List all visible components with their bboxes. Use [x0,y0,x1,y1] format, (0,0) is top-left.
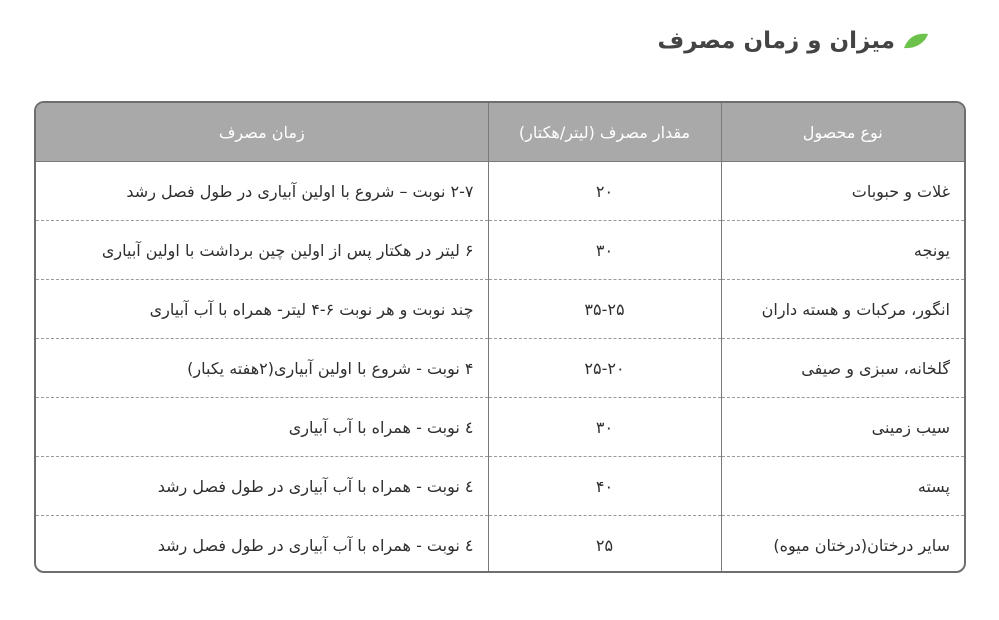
cell-amount: ۳۰ [488,398,721,457]
table-row [36,457,964,516]
header-amount: مقدار مصرف (لیتر/هکتار) [488,103,721,162]
table-row [36,221,964,280]
cell-amount: ۲۵ [488,516,721,574]
table-row [36,339,964,398]
cell-crop: سیب زمینی [721,398,964,457]
header-crop: نوع محصول [721,103,964,162]
cell-crop: انگور، مرکبات و هسته داران [721,280,964,339]
table-row [36,398,964,457]
cell-time: ٤ نوبت - همراه با آب آبیاری [36,398,488,457]
page-title-block [658,28,929,54]
cell-time: ۶ لیتر در هکتار پس از اولین چین برداشت با اولین آبیاری [36,221,488,280]
header-time: زمان مصرف [36,103,488,162]
cell-time: چند نوبت و هر نوبت ۶-۴ لیتر- همراه با آب آبیاری [36,280,488,339]
cell-time: ۴ نوبت - شروع با اولین آبیاری(۲هفته یکبار) [36,339,488,398]
cell-amount: ۲۰ [488,162,721,221]
page-title: میزان و زمان مصرف [657,28,895,54]
leaf-icon [903,33,929,49]
cell-crop: یونجه [721,221,964,280]
cell-crop: سایر درختان(درختان میوه) [721,516,964,574]
cell-crop: غلات و حبوبات [721,162,964,221]
cell-crop: پسته [721,457,964,516]
cell-time: ۲-۷ نوبت – شروع با اولین آبیاری در طول فصل رشد [36,162,488,221]
table-row [36,280,964,339]
table-row [36,162,964,221]
table-header-row [36,103,964,162]
usage-table [34,101,966,573]
cell-time: ٤ نوبت - همراه با آب آبیاری در طول فصل رشد [36,457,488,516]
table-row [36,516,964,574]
cell-crop: گلخانه، سبزی و صیفی [721,339,964,398]
cell-amount: ۴۰ [488,457,721,516]
cell-amount: ۳۰ [488,221,721,280]
cell-time: ٤ نوبت - همراه با آب آبیاری در طول فصل رشد [36,516,488,574]
cell-amount: ۳۵-۲۵ [488,280,721,339]
cell-amount: ۲۵-۲۰ [488,339,721,398]
